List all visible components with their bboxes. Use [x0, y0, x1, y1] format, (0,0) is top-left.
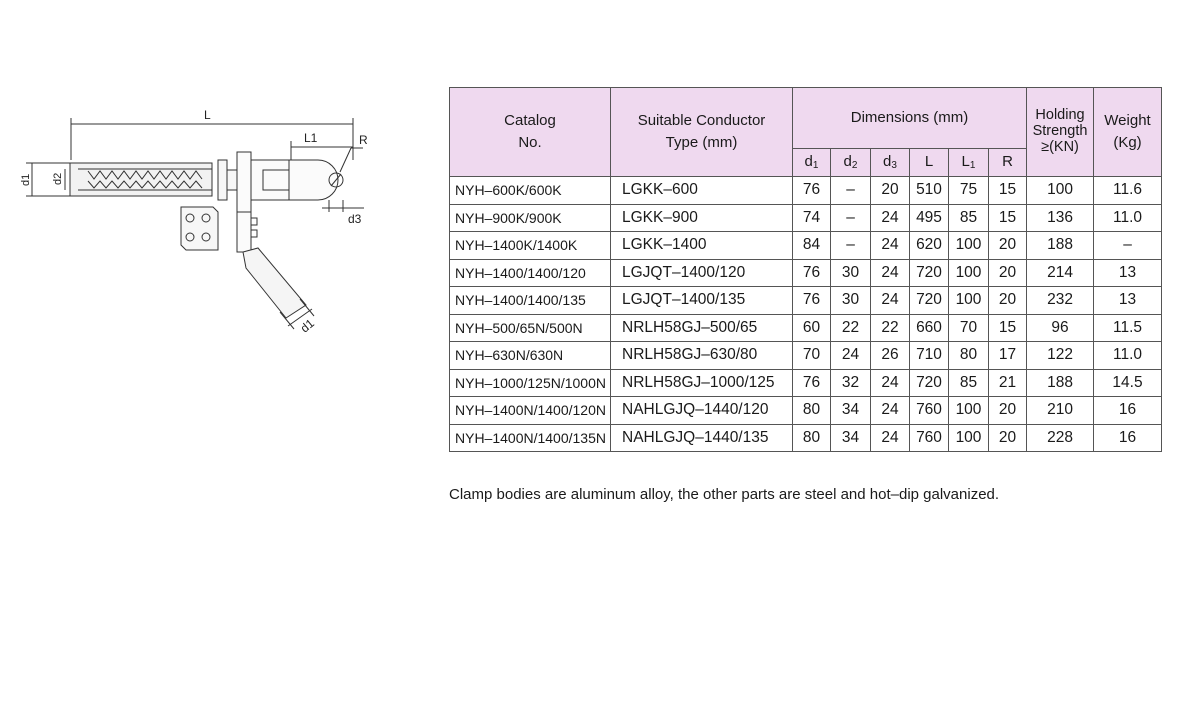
header-dimensions: Dimensions (mm)	[793, 88, 1027, 149]
cell-R: 20	[989, 397, 1027, 425]
cell-strength: 188	[1027, 369, 1094, 397]
cell-d2: 34	[831, 424, 871, 452]
cell-L: 760	[910, 397, 949, 425]
cell-L1: 70	[949, 314, 989, 342]
cell-catalog: NYH–630N/630N	[450, 342, 611, 370]
cell-d3: 24	[871, 232, 910, 260]
cell-d1: 84	[793, 232, 831, 260]
table-row	[450, 369, 1162, 397]
cell-weight: 16	[1094, 397, 1162, 425]
cell-weight: 16	[1094, 424, 1162, 452]
cell-d3: 20	[871, 177, 910, 205]
cell-L1: 85	[949, 204, 989, 232]
drawing-label-L1: L1	[304, 131, 318, 145]
cell-R: 20	[989, 259, 1027, 287]
cell-L1: 85	[949, 369, 989, 397]
cell-L: 760	[910, 424, 949, 452]
cell-d1: 76	[793, 287, 831, 315]
cell-weight: 11.5	[1094, 314, 1162, 342]
cell-R: 20	[989, 424, 1027, 452]
cell-catalog: NYH–600K/600K	[450, 177, 611, 205]
header-d1: $d_1$	[793, 149, 831, 177]
cell-d3: 24	[871, 287, 910, 315]
cell-L1: 100	[949, 424, 989, 452]
table-row	[450, 204, 1162, 232]
header-d3: $d_3$	[871, 149, 910, 177]
cell-catalog: NYH–1400/1400/135	[450, 287, 611, 315]
cell-R: 15	[989, 204, 1027, 232]
cell-L1: 100	[949, 259, 989, 287]
cell-weight: 13	[1094, 287, 1162, 315]
cell-conductor: NRLH58GJ–630/80	[611, 342, 793, 370]
clamp-drawing	[18, 100, 378, 340]
cell-conductor: LGKK–600	[611, 177, 793, 205]
cell-weight: 11.0	[1094, 342, 1162, 370]
cell-weight: 11.0	[1094, 204, 1162, 232]
cell-d2: –	[831, 177, 871, 205]
header-row	[450, 88, 1162, 149]
cell-d3: 24	[871, 424, 910, 452]
cell-conductor: NAHLGJQ–1440/120	[611, 397, 793, 425]
cell-d3: 24	[871, 204, 910, 232]
cell-strength: 136	[1027, 204, 1094, 232]
table-row	[450, 397, 1162, 425]
material-note: Clamp bodies are aluminum alloy, the other parts are steel and hot–dip galvanized.	[449, 486, 1000, 503]
cell-d1: 80	[793, 424, 831, 452]
cell-d1: 74	[793, 204, 831, 232]
cell-R: 15	[989, 177, 1027, 205]
cell-catalog: NYH–1000/125N/1000N	[450, 369, 611, 397]
cell-d1: 60	[793, 314, 831, 342]
cell-R: 20	[989, 232, 1027, 260]
cell-catalog: NYH–1400N/1400/135N	[450, 424, 611, 452]
cell-strength: 100	[1027, 177, 1094, 205]
drawing-label-R: R	[359, 133, 368, 147]
cell-catalog: NYH–500/65N/500N	[450, 314, 611, 342]
cell-L: 620	[910, 232, 949, 260]
cell-d3: 24	[871, 259, 910, 287]
cell-d2: 30	[831, 287, 871, 315]
header-conductor: Suitable Conductor Type (mm)	[611, 88, 793, 177]
cell-conductor: NAHLGJQ–1440/135	[611, 424, 793, 452]
header-catalog: Catalog No.	[450, 88, 611, 177]
cell-d2: 34	[831, 397, 871, 425]
cell-L1: 75	[949, 177, 989, 205]
cell-d1: 76	[793, 369, 831, 397]
cell-L: 510	[910, 177, 949, 205]
cell-strength: 188	[1027, 232, 1094, 260]
header-L1: $L_1$	[949, 149, 989, 177]
cell-conductor: LGJQT–1400/120	[611, 259, 793, 287]
table-row	[450, 177, 1162, 205]
table-row	[450, 424, 1162, 452]
cell-d3: 24	[871, 369, 910, 397]
cell-d2: –	[831, 232, 871, 260]
cell-L: 710	[910, 342, 949, 370]
cell-R: 20	[989, 287, 1027, 315]
drawing-label-d2: d2	[52, 172, 64, 185]
cell-strength: 232	[1027, 287, 1094, 315]
cell-d1: 76	[793, 259, 831, 287]
cell-strength: 210	[1027, 397, 1094, 425]
specification-table	[449, 87, 1162, 452]
cell-conductor: NRLH58GJ–1000/125	[611, 369, 793, 397]
cell-d2: 22	[831, 314, 871, 342]
cell-R: 17	[989, 342, 1027, 370]
cell-L1: 100	[949, 287, 989, 315]
header-d2: $d_2$	[831, 149, 871, 177]
drawing-label-d1-lower: d1	[297, 316, 317, 336]
cell-strength: 96	[1027, 314, 1094, 342]
cell-L: 720	[910, 369, 949, 397]
cell-conductor: NRLH58GJ–500/65	[611, 314, 793, 342]
cell-catalog: NYH–1400/1400/120	[450, 259, 611, 287]
cell-d1: 80	[793, 397, 831, 425]
cell-d1: 76	[793, 177, 831, 205]
drawing-label-d3: d3	[348, 212, 362, 226]
cell-weight: 13	[1094, 259, 1162, 287]
header-holding-strength: Holding Strength ≥(KN)	[1027, 88, 1094, 177]
table-row	[450, 342, 1162, 370]
cell-conductor: LGKK–900	[611, 204, 793, 232]
table-row	[450, 314, 1162, 342]
table-row	[450, 259, 1162, 287]
cell-L: 660	[910, 314, 949, 342]
drawing-label-d1: d1	[20, 173, 32, 186]
cell-weight: 14.5	[1094, 369, 1162, 397]
header-weight: Weight (Kg)	[1094, 88, 1162, 177]
cell-d3: 24	[871, 397, 910, 425]
cell-L: 495	[910, 204, 949, 232]
cell-R: 21	[989, 369, 1027, 397]
cell-d2: 24	[831, 342, 871, 370]
cell-weight: 11.6	[1094, 177, 1162, 205]
cell-d2: –	[831, 204, 871, 232]
cell-conductor: LGJQT–1400/135	[611, 287, 793, 315]
cell-catalog: NYH–900K/900K	[450, 204, 611, 232]
cell-L1: 100	[949, 397, 989, 425]
cell-L1: 100	[949, 232, 989, 260]
cell-strength: 214	[1027, 259, 1094, 287]
cell-L: 720	[910, 287, 949, 315]
header-L: L	[910, 149, 949, 177]
drawing-label-L: L	[204, 108, 211, 122]
cell-L1: 80	[949, 342, 989, 370]
cell-catalog: NYH–1400K/1400K	[450, 232, 611, 260]
cell-conductor: LGKK–1400	[611, 232, 793, 260]
cell-d3: 26	[871, 342, 910, 370]
table-row	[450, 287, 1162, 315]
table-row	[450, 232, 1162, 260]
cell-strength: 122	[1027, 342, 1094, 370]
cell-d2: 32	[831, 369, 871, 397]
cell-d3: 22	[871, 314, 910, 342]
header-R: R	[989, 149, 1027, 177]
cell-catalog: NYH–1400N/1400/120N	[450, 397, 611, 425]
cell-d1: 70	[793, 342, 831, 370]
cell-R: 15	[989, 314, 1027, 342]
cell-d2: 30	[831, 259, 871, 287]
cell-strength: 228	[1027, 424, 1094, 452]
cell-weight: –	[1094, 232, 1162, 260]
cell-L: 720	[910, 259, 949, 287]
